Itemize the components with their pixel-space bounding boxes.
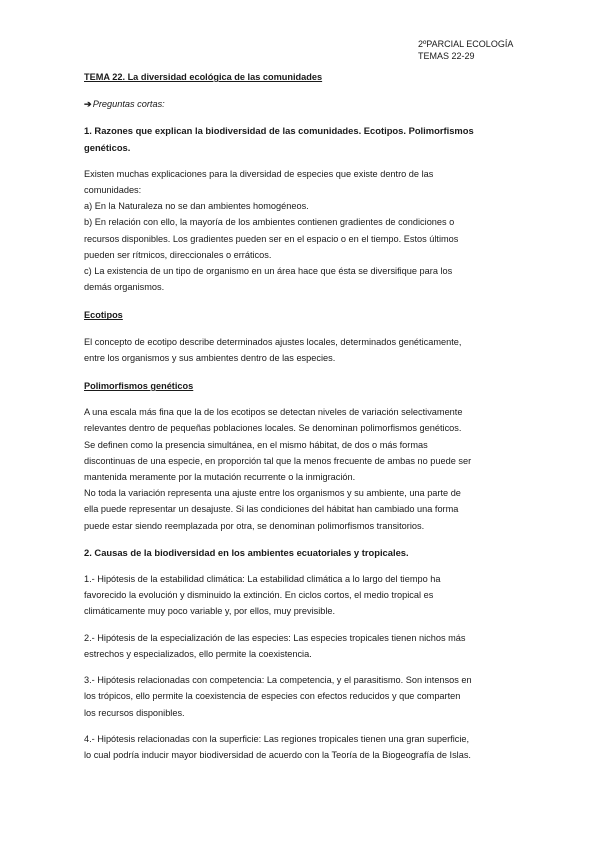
body-line: demás organismos. bbox=[84, 282, 165, 293]
body-line: los recursos disponibles. bbox=[84, 707, 185, 718]
hypothesis-4 bbox=[84, 731, 519, 763]
hypothesis-3 bbox=[84, 672, 519, 721]
body-line: b) En relación con ello, la mayoría de los ambientes contienen gradientes de condiciones o bbox=[84, 217, 455, 228]
body-line: 4.- Hipótesis relacionadas con la superficie: Las regiones tropicales tienen una gran superficie, bbox=[84, 733, 470, 744]
body-line: mantenida meramente por la mutación recurrente o la inmigración. bbox=[84, 472, 356, 483]
header-topics: TEMAS 22-29 bbox=[418, 51, 475, 61]
section-1-body bbox=[84, 166, 519, 296]
section-1-heading-line: genéticos. bbox=[84, 141, 131, 153]
body-line: Existen muchas explicaciones para la diversidad de especies que existe dentro de las bbox=[84, 168, 434, 179]
header-course: 2ºPARCIAL ECOLOGÍA bbox=[418, 39, 514, 49]
ecotipos-body bbox=[84, 334, 519, 366]
body-line: 2.- Hipótesis de la especialización de las especies: Las especies tropicales tienen nichos más bbox=[84, 632, 466, 643]
body-line: Se definen como la presencia simultánea, en el mismo hábitat, de dos o más formas bbox=[84, 439, 428, 450]
body-line: ella puede representar un desajuste. Si las condiciones del hábitat han cambiado una forma bbox=[84, 504, 459, 515]
body-line: climáticamente muy poco variable y, por ellos, muy previsible. bbox=[84, 606, 336, 617]
section-1-heading-line: 1. Razones que explican la biodiversidad de las comunidades. Ecotipos. Polimorfismos bbox=[84, 125, 474, 137]
section-1-heading bbox=[84, 123, 519, 155]
body-line: los trópicos, ello permite la coexistencia de especies con efectos reducidos y que comparten bbox=[84, 691, 461, 702]
hypothesis-2 bbox=[84, 630, 519, 662]
page-header bbox=[418, 38, 513, 62]
body-line: entre los organismos y sus ambientes dentro de las especies. bbox=[84, 352, 336, 363]
body-line: A una escala más fina que la de los ecotipos se detectan niveles de variación selectivamente bbox=[84, 407, 463, 418]
ecotipos-heading: Ecotipos bbox=[84, 310, 123, 321]
body-line: comunidades: bbox=[84, 185, 142, 196]
body-line: pueden ser rítmicos, direccionales o erráticos. bbox=[84, 249, 272, 260]
document-title: TEMA 22. La diversidad ecológica de las comunidades bbox=[84, 72, 323, 82]
body-line: a) En la Naturaleza no se dan ambientes homogéneos. bbox=[84, 201, 309, 212]
subtitle bbox=[84, 96, 519, 112]
subtitle-text: Preguntas cortas: bbox=[92, 99, 165, 110]
polimorfismos-body bbox=[84, 404, 519, 534]
section-2-heading: 2. Causas de la biodiversidad en los ambientes ecuatoriales y tropicales. bbox=[84, 546, 409, 558]
polimorfismos-heading: Polimorfismos genéticos bbox=[84, 381, 194, 392]
body-line: relevantes dentro de pequeñas poblaciones locales. Se denominan polimorfismos genéticos. bbox=[84, 423, 462, 434]
body-line: recursos disponibles. Los gradientes pueden ser en el espacio o en el tiempo. Estos últimos bbox=[84, 233, 459, 244]
body-line: No toda la variación representa una ajuste entre los organismos y su ambiente, una parte de bbox=[84, 488, 461, 499]
body-line: puede estar siendo reemplazada por otra, se denominan polimorfismos transitorios. bbox=[84, 520, 425, 531]
body-line: 3.- Hipótesis relacionadas con competencia: La competencia, y el parasitismo. Son intensos en bbox=[84, 675, 472, 686]
arrow-icon: ➔ bbox=[84, 99, 92, 110]
body-line: estrechos y especializados, ello permite la coexistencia. bbox=[84, 648, 312, 659]
body-line: El concepto de ecotipo describe determinados ajustes locales, determinados genéticamente, bbox=[84, 336, 462, 347]
body-line: discontinuas de una especie, en proporción tal que la menos frecuente de ambas no puede ser bbox=[84, 455, 472, 466]
body-line: c) La existencia de un tipo de organismo en un área hace que ésta se diversifique para los bbox=[84, 266, 453, 277]
body-line: favorecido la evolución y disminuido la extinción. En ciclos cortos, el medio tropical es bbox=[84, 590, 434, 601]
body-line: lo cual podría inducir mayor biodiversidad de acuerdo con la Teoría de la Biogeografía de Islas. bbox=[84, 749, 471, 760]
hypothesis-1 bbox=[84, 571, 519, 620]
body-line: 1.- Hipótesis de la estabilidad climática: La estabilidad climática a lo largo del tiempo ha bbox=[84, 574, 441, 585]
